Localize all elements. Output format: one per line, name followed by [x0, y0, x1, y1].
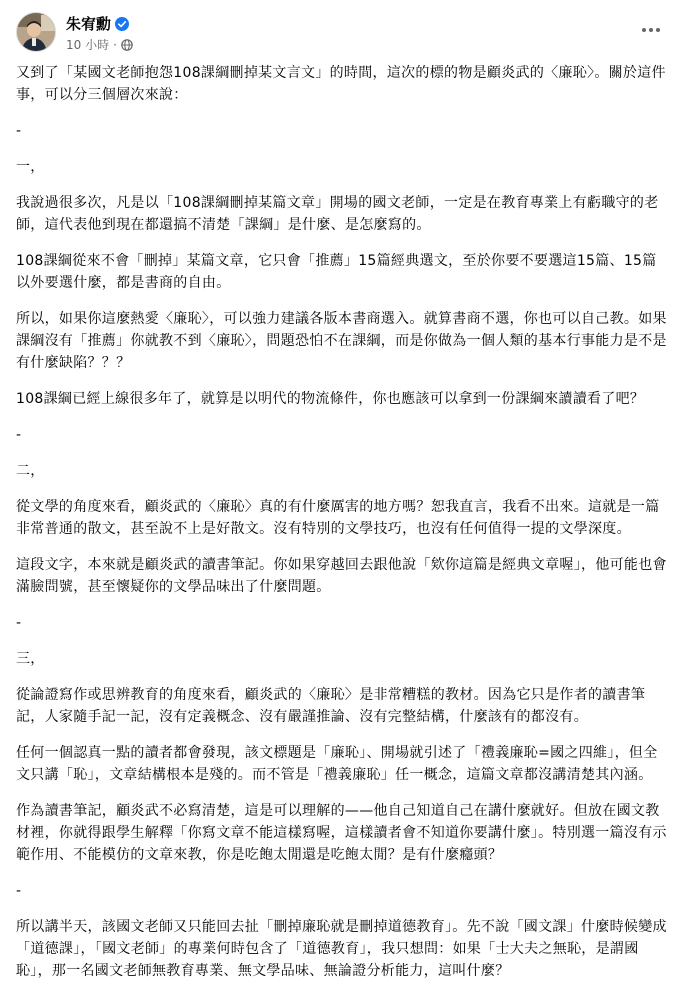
- author-line: [66, 13, 129, 34]
- post-paragraph: 我說過很多次，凡是以「108課綱刪掉某篇文章」開場的國文老師，一定是在教育專業上有虧職守的老師，這代表他到現在都還搞不清楚「課綱」是什麼、是怎麼寫的。: [16, 195, 659, 233]
- post-paragraph: 所以講半天，該國文老師又只能回去扯「刪掉廉恥就是刪掉道德教育」。先不說「國文課」什麼時候變成「道德課」，「國文老師」的專業何時包含了「道德教育」，我只想問：如果「士大夫之無恥，是謂國恥」，那一名國文老師無教育專業、無文學品味、無論證分析能力，這叫什麼？: [16, 919, 667, 979]
- more-options-button[interactable]: [635, 14, 667, 46]
- section-heading: 三，: [16, 651, 45, 667]
- section-separator: -: [16, 883, 22, 899]
- post-paragraph: 108課綱從來不會「刪掉」某篇文章，它只會「推薦」15篇經典選文，至於你要不要選這15篇、15篇以外要選什麼，都是書商的自由。: [16, 253, 657, 291]
- globe-icon[interactable]: [121, 39, 133, 51]
- post-paragraph: 所以，如果你這麼熱愛〈廉恥〉，可以強力建議各版本書商選入。就算書商不選，你也可以自己教。如果課綱沒有「推薦」你就教不到〈廉恥〉，問題恐怕不在課綱，而是你做為一個人類的基本行事能力是不是有什麼缺陷？？？: [16, 311, 667, 371]
- post-header: [16, 0, 667, 56]
- post-body: [16, 56, 667, 982]
- post-paragraph: 任何一個認真一點的讀者都會發現，該文標題是「廉恥」、開場就引述了「禮義廉恥=國之四維」，但全文只講「恥」，文章結構根本是殘的。而不管是「禮義廉恥」任一概念，這篇文章都沒講清楚其內涵。: [16, 745, 658, 783]
- section-separator: -: [16, 427, 22, 443]
- section-separator: -: [16, 615, 22, 631]
- post-timestamp[interactable]: 10 小時: [66, 38, 110, 52]
- section-heading: 二，: [16, 463, 45, 479]
- post-paragraph: 108課綱已經上線很多年了，就算是以明代的物流條件，你也應該可以拿到一份課綱來讀讀看了吧？: [16, 391, 645, 407]
- post-paragraph: 從文學的角度來看，顧炎武的〈廉恥〉真的有什麼厲害的地方嗎？恕我直言，我看不出來。這就是一篇非常普通的散文，甚至說不上是好散文。沒有特別的文學技巧，也沒有任何值得一提的文學深度。: [16, 499, 660, 537]
- post-paragraph: 這段文字，本來就是顧炎武的讀書筆記。你如果穿越回去跟他說「欸你這篇是經典文章喔」，他可能也會滿臉問號，甚至懷疑你的文學品味出了什麼問題。: [16, 557, 667, 595]
- section-separator: -: [16, 123, 22, 139]
- post-paragraph: 又到了「某國文老師抱怨108課綱刪掉某文言文」的時間，這次的標的物是顧炎武的〈廉恥〉。關於這件事，可以分三個層次來說：: [16, 65, 666, 103]
- post-meta: [66, 36, 133, 53]
- post-paragraph: 作為讀書筆記，顧炎武不必寫清楚，這是可以理解的——他自己知道自己在講什麼就好。但放在國文教材裡，你就得跟學生解釋「你寫文章不能這樣寫喔，這樣讀者會不知道你要講什麼」。特別選一篇沒有示範作用、不能模仿的文章來教，你是吃飽太閒還是吃飽太閒？是有什麼癮頭？: [16, 803, 667, 863]
- post-paragraph: 從論證寫作或思辨教育的角度來看，顧炎武的〈廉恥〉是非常糟糕的教材。因為它只是作者的讀書筆記，人家隨手記一記，沒有定義概念、沒有嚴謹推論、沒有完整結構，什麼該有的都沒有。: [16, 687, 646, 725]
- avatar-photo-icon: [17, 13, 56, 52]
- author-avatar[interactable]: [16, 12, 56, 52]
- verified-badge-icon: [115, 17, 129, 31]
- more-options-icon: [641, 27, 661, 33]
- meta-separator: ·: [113, 37, 117, 52]
- section-heading: 一，: [16, 159, 45, 175]
- author-name[interactable]: 朱宥勳: [66, 15, 112, 33]
